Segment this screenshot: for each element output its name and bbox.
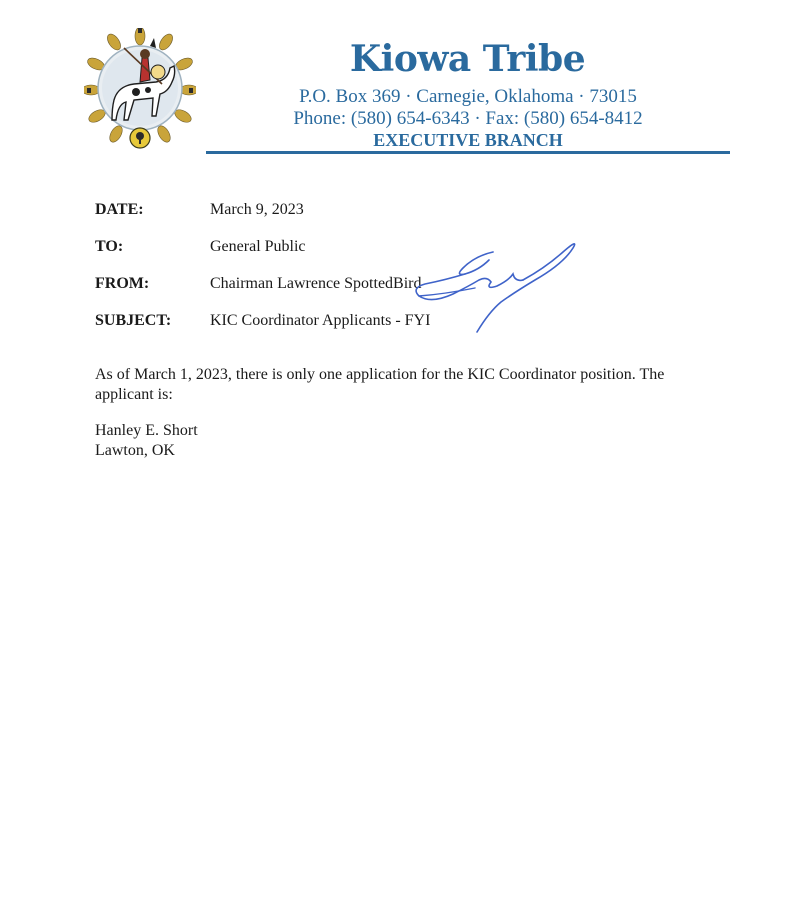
phone-fax-line: Phone: (580) 654-6343 · Fax: (580) 654-8412 (293, 108, 643, 129)
memo-body (95, 365, 695, 405)
handwritten-signature (405, 234, 585, 336)
memo-to-value: General Public (210, 238, 306, 255)
memo-body-line-2: applicant is: (95, 386, 173, 403)
address-line: P.O. Box 369 · Carnegie, Oklahoma · 73015 (299, 86, 637, 107)
tribal-seal-icon (84, 28, 196, 152)
branch-name: EXECUTIVE BRANCH (373, 130, 563, 150)
applicant-name: Hanley E. Short (95, 422, 198, 439)
letterhead-divider (206, 151, 730, 154)
memo-body-line-1: As of March 1, 2023, there is only one application for the KIC Coordinator position. The (95, 366, 665, 383)
applicant-block (95, 421, 395, 461)
memo-to-label: TO: (95, 238, 124, 255)
organization-name: Kiowa Tribe (349, 38, 586, 80)
memo-subject-label: SUBJECT: (95, 312, 172, 329)
memo-date-value: March 9, 2023 (210, 201, 304, 218)
memo-from-label: FROM: (95, 275, 150, 292)
memo-from-value: Chairman Lawrence SpottedBird (210, 275, 422, 292)
memo-subject-value: KIC Coordinator Applicants - FYI (210, 312, 431, 329)
applicant-location: Lawton, OK (95, 442, 175, 459)
memo-date-label: DATE: (95, 201, 144, 218)
